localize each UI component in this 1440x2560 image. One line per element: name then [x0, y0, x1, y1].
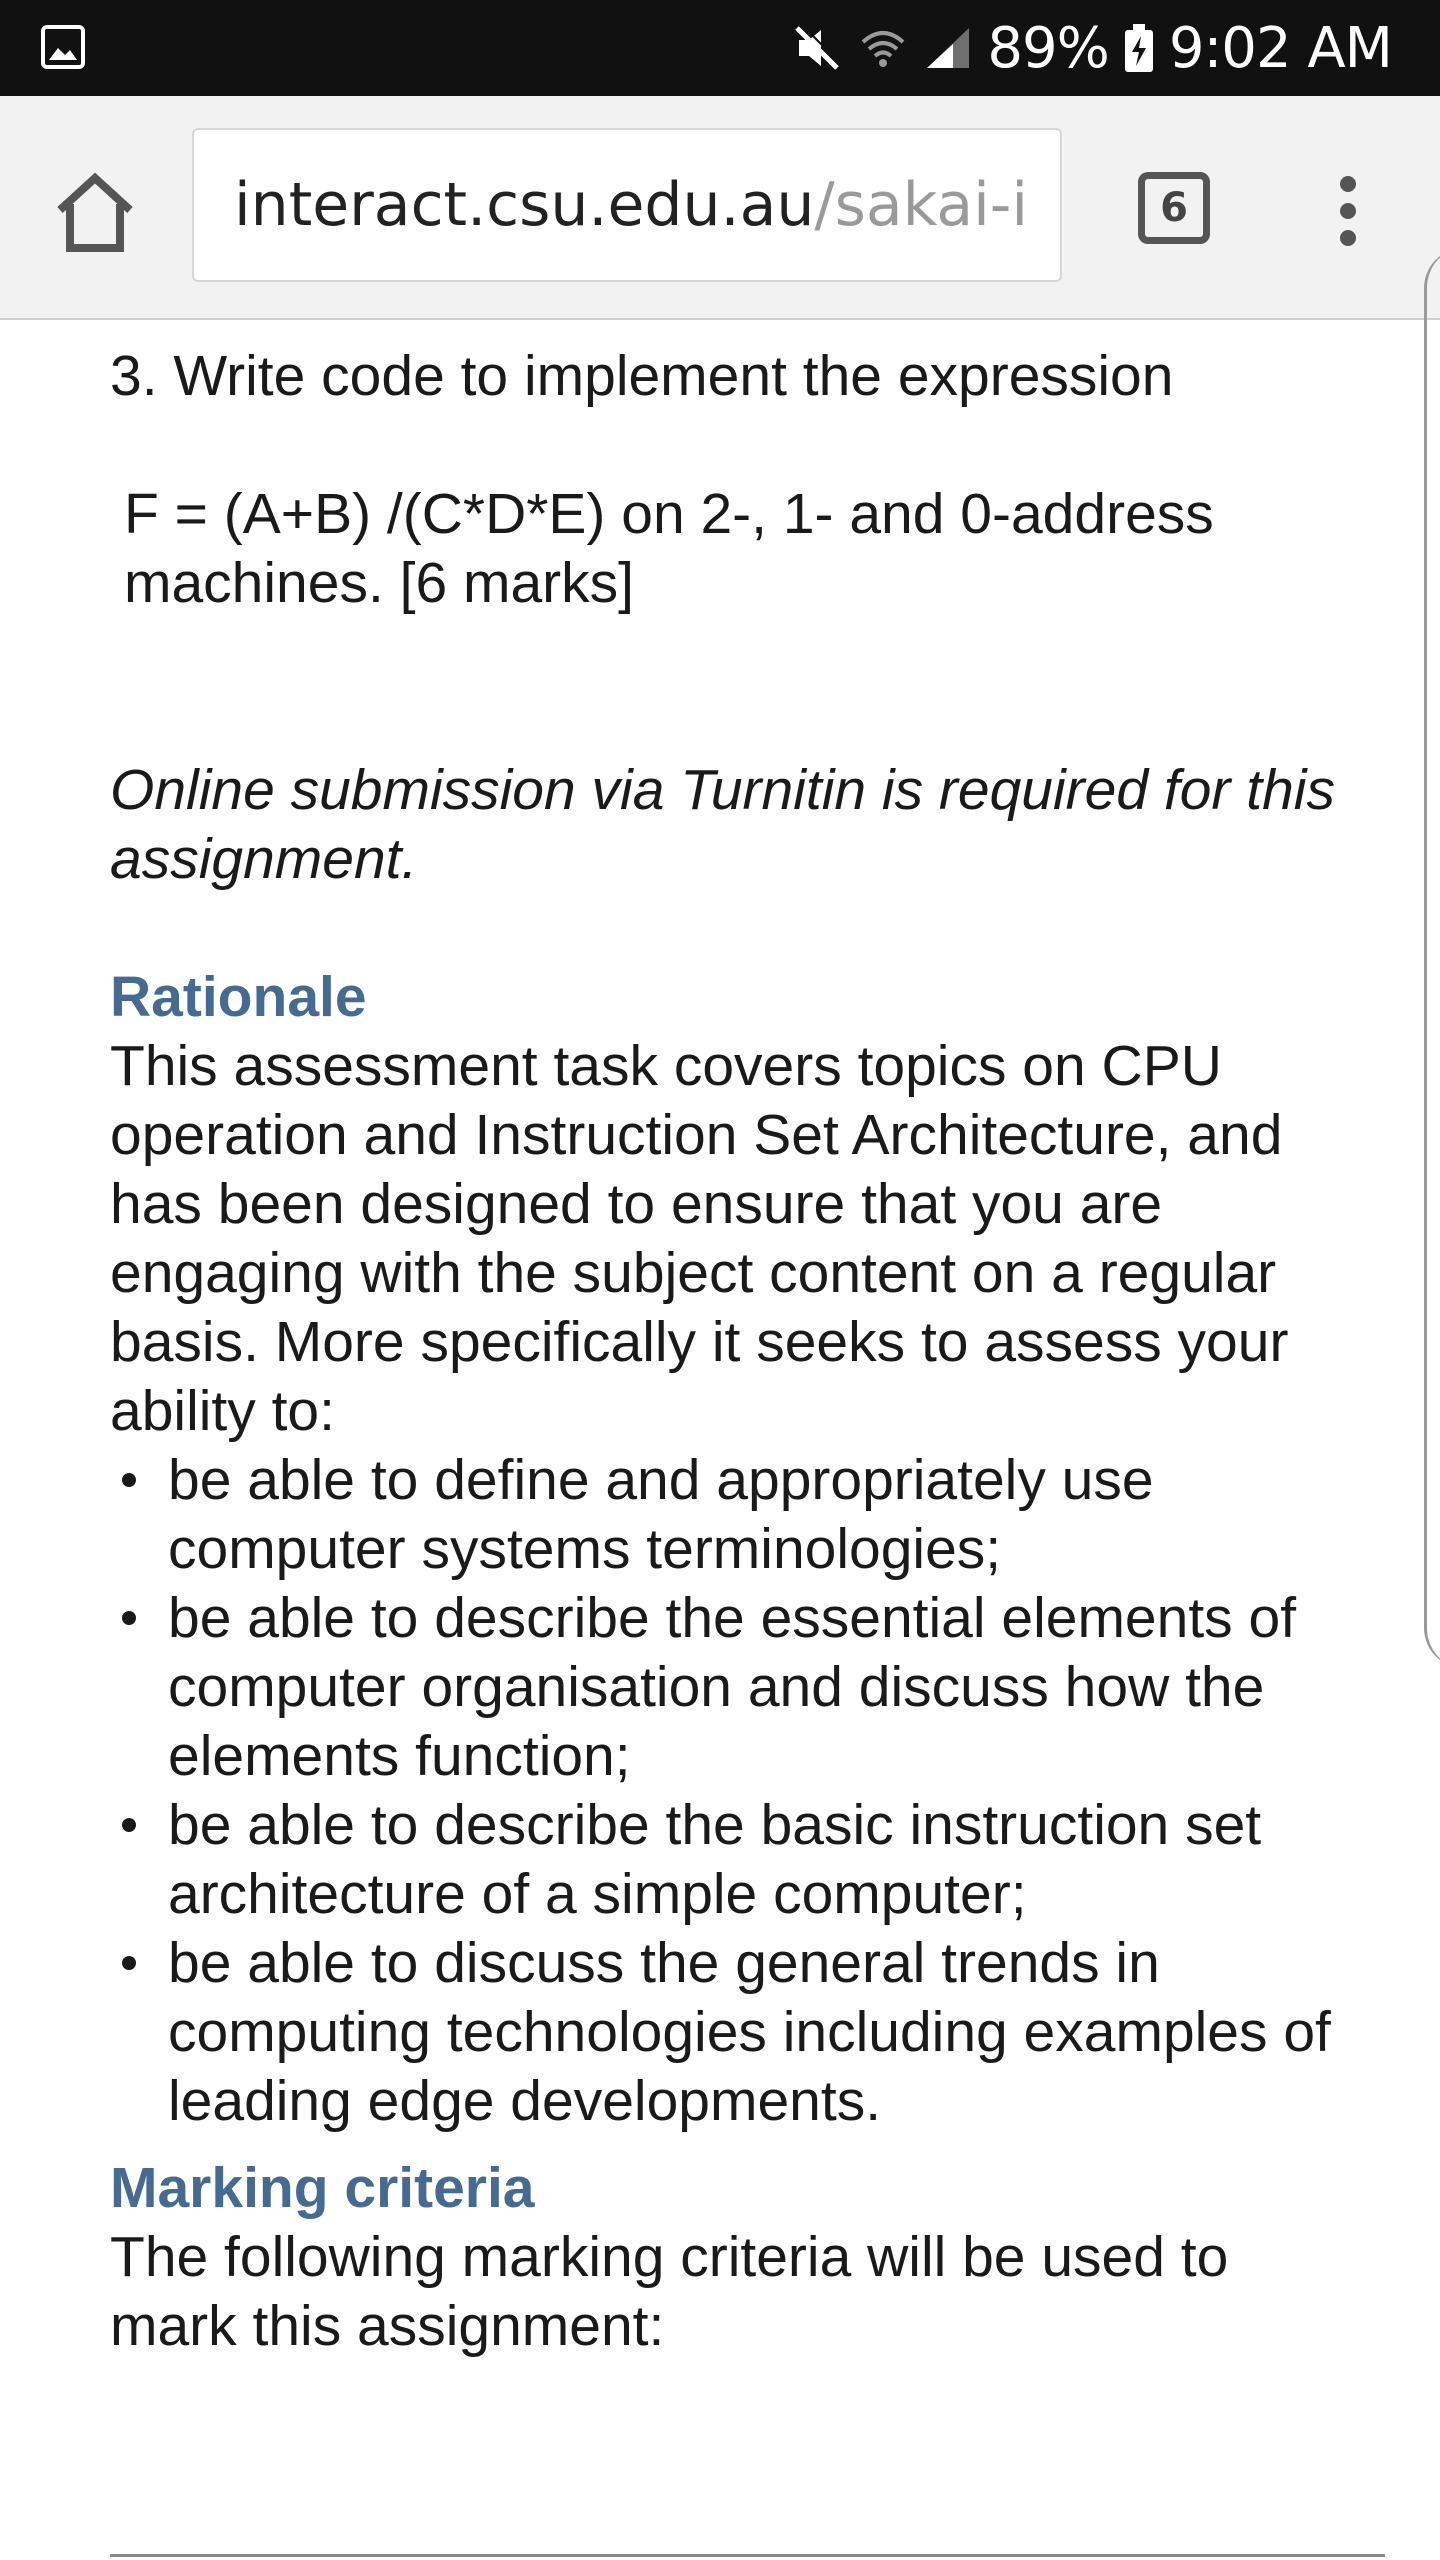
home-icon[interactable] — [50, 168, 140, 258]
list-item: be able to discuss the general trends in computing technologies including examples of leading edge developments. — [168, 1929, 1370, 2136]
list-item: be able to define and appropriately use computer systems terminologies; — [168, 1446, 1370, 1584]
status-time: 9:02 AM — [1168, 15, 1392, 81]
marking-criteria-text: The following marking criteria will be used to mark this assignment: — [110, 2225, 1229, 2358]
submission-notice: Online submission via Turnitin is required for this assignment. — [110, 758, 1335, 891]
question-3-expression: F = (A+B) /(C*D*E) on 2-, 1- and 0-address machines. [6 marks] — [124, 482, 1214, 615]
list-item: be able to describe the essential elements of computer organisation and discuss how the elements function; — [168, 1584, 1370, 1791]
url-host: interact.csu.edu.au — [234, 170, 815, 240]
rationale-text: This assessment task covers topics on CPU operation and Instruction Set Architecture, and has been designed to ensure that you are engaging with the subject content on a regular basis. More specifically it seeks to assess your ability to: — [110, 1034, 1289, 1443]
gallery-notification-icon — [40, 24, 86, 70]
url-bar[interactable] — [192, 128, 1062, 282]
mute-icon — [791, 22, 843, 74]
learning-outcomes-list — [110, 1446, 1370, 2136]
tabs-icon[interactable] — [1138, 172, 1210, 244]
battery-percent: 89% — [987, 15, 1109, 81]
table-top-border — [110, 2554, 1385, 2557]
cell-signal-icon — [923, 22, 973, 74]
tab-count: 6 — [1160, 185, 1188, 231]
url-text — [234, 170, 1028, 240]
question-3-title: 3. Write code to implement the expression — [110, 344, 1174, 408]
status-bar — [0, 0, 1440, 96]
battery-charging-icon — [1123, 22, 1155, 74]
marking-criteria-heading: Marking criteria — [110, 2156, 535, 2220]
side-panel-edge — [1424, 248, 1440, 1668]
list-item: be able to describe the basic instruction set architecture of a simple computer; — [168, 1791, 1370, 1929]
rationale-heading: Rationale — [110, 965, 367, 1029]
page-content — [110, 320, 1370, 2361]
browser-toolbar — [0, 96, 1440, 320]
url-path: /sakai-i — [814, 170, 1029, 240]
more-vert-icon[interactable] — [1318, 166, 1378, 256]
wifi-icon — [857, 22, 909, 74]
